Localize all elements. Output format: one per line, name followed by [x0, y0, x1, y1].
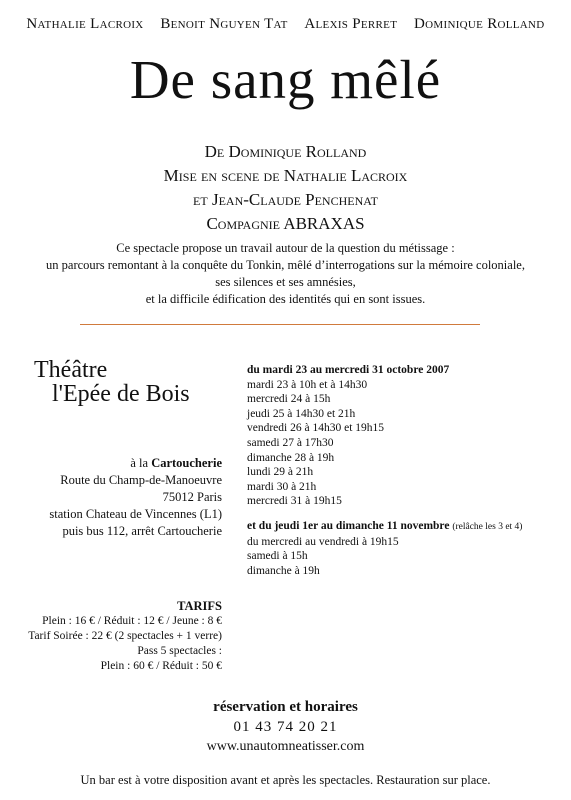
schedule-item: mercredi 31 à 19h15	[247, 495, 342, 508]
description-line: et la difficile édification des identités qui en sont issues.	[145, 292, 426, 306]
reservation	[0, 697, 571, 757]
description-line: ses silences et ses amnésies,	[215, 275, 356, 289]
cast-member: Nathalie Lacroix	[26, 16, 144, 32]
cast-member: Benoit Nguyen Tat	[160, 16, 288, 32]
reservation-phone: 01 43 74 20 21	[233, 719, 338, 735]
venue-line-1: Théâtre	[34, 357, 108, 383]
address-line: station Chateau de Vincennes (L1)	[49, 507, 222, 521]
pricing	[10, 599, 222, 674]
pricing-heading: TARIFS	[177, 599, 222, 613]
schedule-item: jeudi 25 à 14h30 et 21h	[247, 407, 356, 420]
schedule-item: samedi 27 à 17h30	[247, 436, 334, 449]
schedule-item: samedi à 15h	[247, 550, 308, 563]
schedule-item: mardi 23 à 10h et à 14h30	[247, 378, 368, 391]
venue-address	[10, 455, 222, 540]
venue-name	[34, 358, 214, 406]
schedule-note: (relâche les 3 et 4)	[452, 521, 523, 532]
pricing-line: Pass 5 spectacles :	[137, 645, 222, 657]
pricing-line: Tarif Soirée : 22 € (2 spectacles + 1 verre)	[28, 630, 222, 642]
page-title: De sang mêlé	[129, 49, 442, 110]
footer-note: Un bar est à votre disposition avant et après les spectacles. Restauration sur place.	[80, 773, 491, 787]
schedule-item: lundi 29 à 21h	[247, 466, 314, 479]
description	[0, 240, 571, 308]
schedule-item: dimanche 28 à 19h	[247, 451, 335, 464]
credit-codirector: et Jean-Claude Penchenat	[193, 190, 378, 209]
reservation-website: www.unautomneatisser.com	[206, 739, 365, 754]
credit-author: De Dominique Rolland	[204, 142, 367, 161]
divider	[80, 324, 480, 325]
schedule-item: mercredi 24 à 15h	[247, 393, 331, 406]
schedule-item: vendredi 26 à 14h30 et 19h15	[247, 422, 385, 435]
credit-director: Mise en scene de Nathalie Lacroix	[163, 166, 408, 185]
pricing-line: Plein : 60 € / Réduit : 50 €	[100, 660, 222, 672]
cast-list	[0, 16, 571, 33]
schedule-heading-1: du mardi 23 au mercredi 31 octobre 2007	[247, 364, 450, 376]
cast-member: Dominique Rolland	[414, 16, 545, 32]
schedule	[247, 363, 567, 578]
address-place: Cartoucherie	[151, 456, 222, 470]
credit-company: Compagnie ABRAXAS	[206, 214, 365, 233]
description-line: Ce spectacle propose un travail autour de la question du métissage :	[116, 241, 455, 255]
cast-member: Alexis Perret	[304, 16, 398, 32]
pricing-line: Plein : 16 € / Réduit : 12 € / Jeune : 8 €	[42, 615, 222, 627]
credits	[0, 140, 571, 236]
venue-line-2: l'Epée de Bois	[52, 381, 190, 407]
address-line: 75012 Paris	[162, 490, 222, 504]
schedule-item: dimanche à 19h	[247, 564, 320, 577]
address-line: Route du Champ-de-Manoeuvre	[60, 473, 222, 487]
address-prefix: à la	[130, 456, 152, 470]
reservation-heading: réservation et horaires	[213, 699, 358, 715]
schedule-item: mardi 30 à 21h	[247, 480, 317, 493]
schedule-item: du mercredi au vendredi à 19h15	[247, 535, 399, 548]
address-line: puis bus 112, arrêt Cartoucherie	[62, 524, 222, 538]
description-line: un parcours remontant à la conquête du Tonkin, mêlé d’interrogations sur la mémoire coloniale,	[46, 258, 525, 272]
schedule-heading-2: et du jeudi 1er au dimanche 11 novembre	[247, 519, 450, 532]
